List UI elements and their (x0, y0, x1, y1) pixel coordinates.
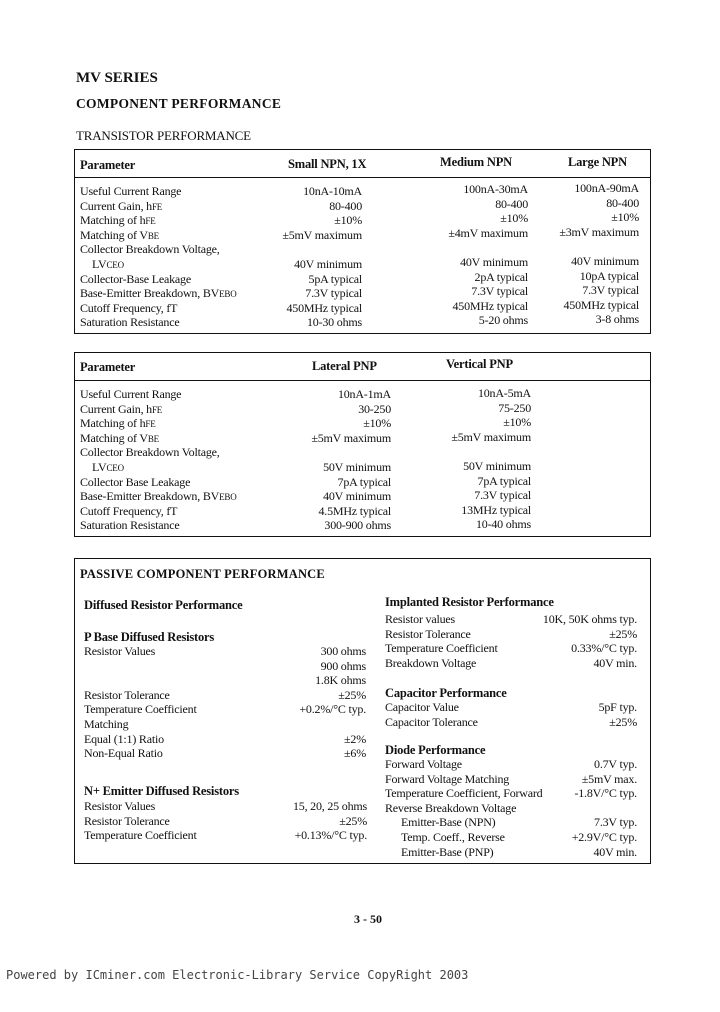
diode-value: -1.8V/°C typ. (574, 786, 637, 800)
n-emitter-label: Resistor Values (84, 799, 156, 813)
npn-header-small: Small NPN, 1X (288, 157, 367, 171)
p-base-value: 300 ohms (320, 644, 366, 658)
pnp-lateral-value: 10nA-1mA (337, 387, 391, 401)
pnp-table-header-rule (74, 380, 651, 381)
param-label: Cutoff Frequency, fT (80, 301, 178, 315)
pnp-vertical-value: ±10% (503, 415, 531, 429)
npn-header-parameter: Parameter (80, 158, 136, 172)
diode-label: Reverse Breakdown Voltage (385, 801, 517, 815)
param-label: Matching of VBE (80, 228, 159, 242)
diode-value: ±5mV max. (581, 772, 637, 786)
npn-small-value: 450MHz typical (286, 301, 362, 315)
param-label: Saturation Resistance (80, 518, 180, 532)
npn-large-value: 80-400 (606, 196, 639, 210)
p-base-value: ±2% (344, 732, 366, 746)
implanted-value: 40V min. (593, 656, 637, 670)
npn-medium-value: 40V minimum (460, 255, 528, 269)
param-label: LVCEO (92, 257, 124, 271)
param-label: Current Gain, hFE (80, 402, 163, 416)
param-label: LVCEO (92, 460, 124, 474)
p-base-label: Resistor Values (84, 644, 156, 658)
pnp-vertical-value: 50V minimum (463, 459, 531, 473)
p-base-label: Equal (1:1) Ratio (84, 732, 164, 746)
param-subscript: CEO (106, 260, 124, 270)
pnp-vertical-value: 10nA-5mA (477, 386, 531, 400)
capacitor-value: ±25% (609, 715, 637, 729)
implanted-value: ±25% (609, 627, 637, 641)
param-label: Saturation Resistance (80, 315, 180, 329)
p-base-label: Non-Equal Ratio (84, 746, 163, 760)
param-label: Matching of VBE (80, 431, 159, 445)
param-label: Useful Current Range (80, 387, 182, 401)
npn-small-value: 5pA typical (308, 272, 362, 286)
p-base-label: Temperature Coefficient (84, 702, 197, 716)
pnp-header-parameter: Parameter (80, 360, 136, 374)
npn-small-value: 10nA-10mA (303, 184, 362, 198)
capacitor-label: Capacitor Value (385, 700, 459, 714)
diode-value: 40V min. (593, 845, 637, 859)
pnp-vertical-value: 13MHz typical (461, 503, 531, 517)
param-label: Collector Breakdown Voltage, (80, 242, 220, 256)
npn-medium-value: 450MHz typical (452, 299, 528, 313)
param-subscript: BE (147, 434, 159, 444)
param-label: Cutoff Frequency, fT (80, 504, 178, 518)
npn-table-header-rule (74, 177, 651, 178)
capacitor-label: Capacitor Tolerance (385, 715, 478, 729)
diode-title: Diode Performance (385, 743, 486, 757)
p-base-label: Matching (84, 717, 129, 731)
diode-value: 7.3V typ. (594, 815, 637, 829)
pnp-lateral-value: 7pA typical (337, 475, 391, 489)
npn-large-value: 450MHz typical (563, 298, 639, 312)
p-base-value: +0.2%/°C typ. (299, 702, 366, 716)
diode-label: Emitter-Base (NPN) (401, 815, 496, 829)
npn-small-value: 40V minimum (294, 257, 362, 271)
npn-medium-value: 2pA typical (474, 270, 528, 284)
param-subscript: FE (151, 405, 163, 415)
diode-value: +2.9V/°C typ. (571, 830, 637, 844)
pnp-header-lateral: Lateral PNP (312, 359, 377, 373)
pnp-vertical-value: 7pA typical (477, 474, 531, 488)
npn-small-value: 80-400 (329, 199, 362, 213)
pnp-header-vertical: Vertical PNP (446, 357, 513, 371)
n-emitter-value: +0.13%/°C typ. (294, 828, 367, 842)
npn-medium-value: ±10% (500, 211, 528, 225)
param-subscript: EBO (219, 289, 237, 299)
passive-title: PASSIVE COMPONENT PERFORMANCE (80, 567, 325, 581)
pnp-vertical-value: ±5mV maximum (451, 430, 531, 444)
npn-medium-value: 100nA-30mA (463, 182, 528, 196)
pnp-lateral-value: 4.5MHz typical (318, 504, 391, 518)
npn-large-value: 7.3V typical (582, 283, 639, 297)
npn-small-value: ±5mV maximum (282, 228, 362, 242)
p-base-value: 1.8K ohms (315, 673, 366, 687)
pnp-lateral-value: 50V minimum (323, 460, 391, 474)
section-title: COMPONENT PERFORMANCE (76, 96, 282, 111)
param-subscript: FE (145, 419, 156, 429)
diode-label: Emitter-Base (PNP) (401, 845, 494, 859)
footer-credit: Powered by ICminer.com Electronic-Library Service CopyRight 2003 (6, 968, 469, 982)
param-label: Base-Emitter Breakdown, BVEBO (80, 489, 237, 503)
npn-large-value: ±10% (611, 210, 639, 224)
npn-large-value: 3-8 ohms (595, 312, 639, 326)
series-title: MV SERIES (76, 70, 158, 86)
npn-large-value: 100nA-90mA (574, 181, 639, 195)
npn-small-value: ±10% (334, 213, 362, 227)
param-subscript: CEO (106, 463, 124, 473)
n-emitter-label: Temperature Coefficient (84, 828, 197, 842)
pnp-vertical-value: 10-40 ohms (475, 517, 531, 531)
p-base-value: ±25% (338, 688, 366, 702)
param-label: Useful Current Range (80, 184, 182, 198)
page-number: 3 - 50 (354, 912, 382, 926)
p-base-value: 900 ohms (320, 659, 366, 673)
diode-label: Forward Voltage (385, 757, 462, 771)
npn-small-value: 7.3V typical (305, 286, 362, 300)
npn-header-medium: Medium NPN (440, 155, 512, 169)
n-emitter-label: Resistor Tolerance (84, 814, 170, 828)
n-emitter-value: 15, 20, 25 ohms (292, 799, 367, 813)
npn-header-large: Large NPN (568, 155, 627, 169)
param-label: Collector-Base Leakage (80, 272, 191, 286)
capacitor-value: 5pF typ. (598, 700, 637, 714)
n-emitter-title: N+ Emitter Diffused Resistors (84, 784, 239, 798)
diode-label: Temperature Coefficient, Forward (385, 786, 543, 800)
subsection-title: TRANSISTOR PERFORMANCE (76, 128, 251, 143)
p-base-label: Resistor Tolerance (84, 688, 170, 702)
pnp-vertical-value: 75-250 (498, 401, 531, 415)
npn-large-value: ±3mV maximum (559, 225, 639, 239)
param-subscript: FE (151, 202, 163, 212)
diode-value: 0.7V typ. (594, 757, 637, 771)
pnp-lateral-value: ±10% (363, 416, 391, 430)
param-subscript: BE (147, 231, 159, 241)
npn-large-value: 40V minimum (571, 254, 639, 268)
pnp-lateral-value: 40V minimum (323, 489, 391, 503)
npn-medium-value: 5-20 ohms (478, 313, 528, 327)
pnp-lateral-value: ±5mV maximum (311, 431, 391, 445)
npn-small-value: 10-30 ohms (306, 315, 362, 329)
pnp-lateral-value: 30-250 (358, 402, 391, 416)
npn-large-value: 10pA typical (579, 269, 639, 283)
npn-medium-value: 7.3V typical (471, 284, 528, 298)
param-label: Collector Breakdown Voltage, (80, 445, 220, 459)
npn-medium-value: 80-400 (495, 197, 528, 211)
implanted-label: Resistor Tolerance (385, 627, 471, 641)
n-emitter-value: ±25% (339, 814, 367, 828)
p-base-title: P Base Diffused Resistors (84, 630, 215, 644)
capacitor-title: Capacitor Performance (385, 686, 507, 700)
diode-label: Temp. Coeff., Reverse (401, 830, 505, 844)
implanted-label: Resistor values (385, 612, 455, 626)
implanted-title: Implanted Resistor Performance (385, 595, 554, 609)
param-subscript: FE (145, 216, 156, 226)
implanted-label: Breakdown Voltage (385, 656, 477, 670)
param-label: Current Gain, hFE (80, 199, 163, 213)
implanted-value: 0.33%/°C typ. (571, 641, 637, 655)
pnp-vertical-value: 7.3V typical (474, 488, 531, 502)
param-label: Matching of hFE (80, 213, 156, 227)
npn-medium-value: ±4mV maximum (448, 226, 528, 240)
param-label: Collector Base Leakage (80, 475, 191, 489)
param-label: Base-Emitter Breakdown, BVEBO (80, 286, 237, 300)
param-label: Matching of hFE (80, 416, 156, 430)
diffused-title: Diffused Resistor Performance (84, 598, 243, 612)
param-subscript: EBO (219, 492, 237, 502)
implanted-label: Temperature Coefficient (385, 641, 498, 655)
p-base-value: ±6% (344, 746, 366, 760)
pnp-lateral-value: 300-900 ohms (324, 518, 391, 532)
diode-label: Forward Voltage Matching (385, 772, 510, 786)
implanted-value: 10K, 50K ohms typ. (542, 612, 637, 626)
